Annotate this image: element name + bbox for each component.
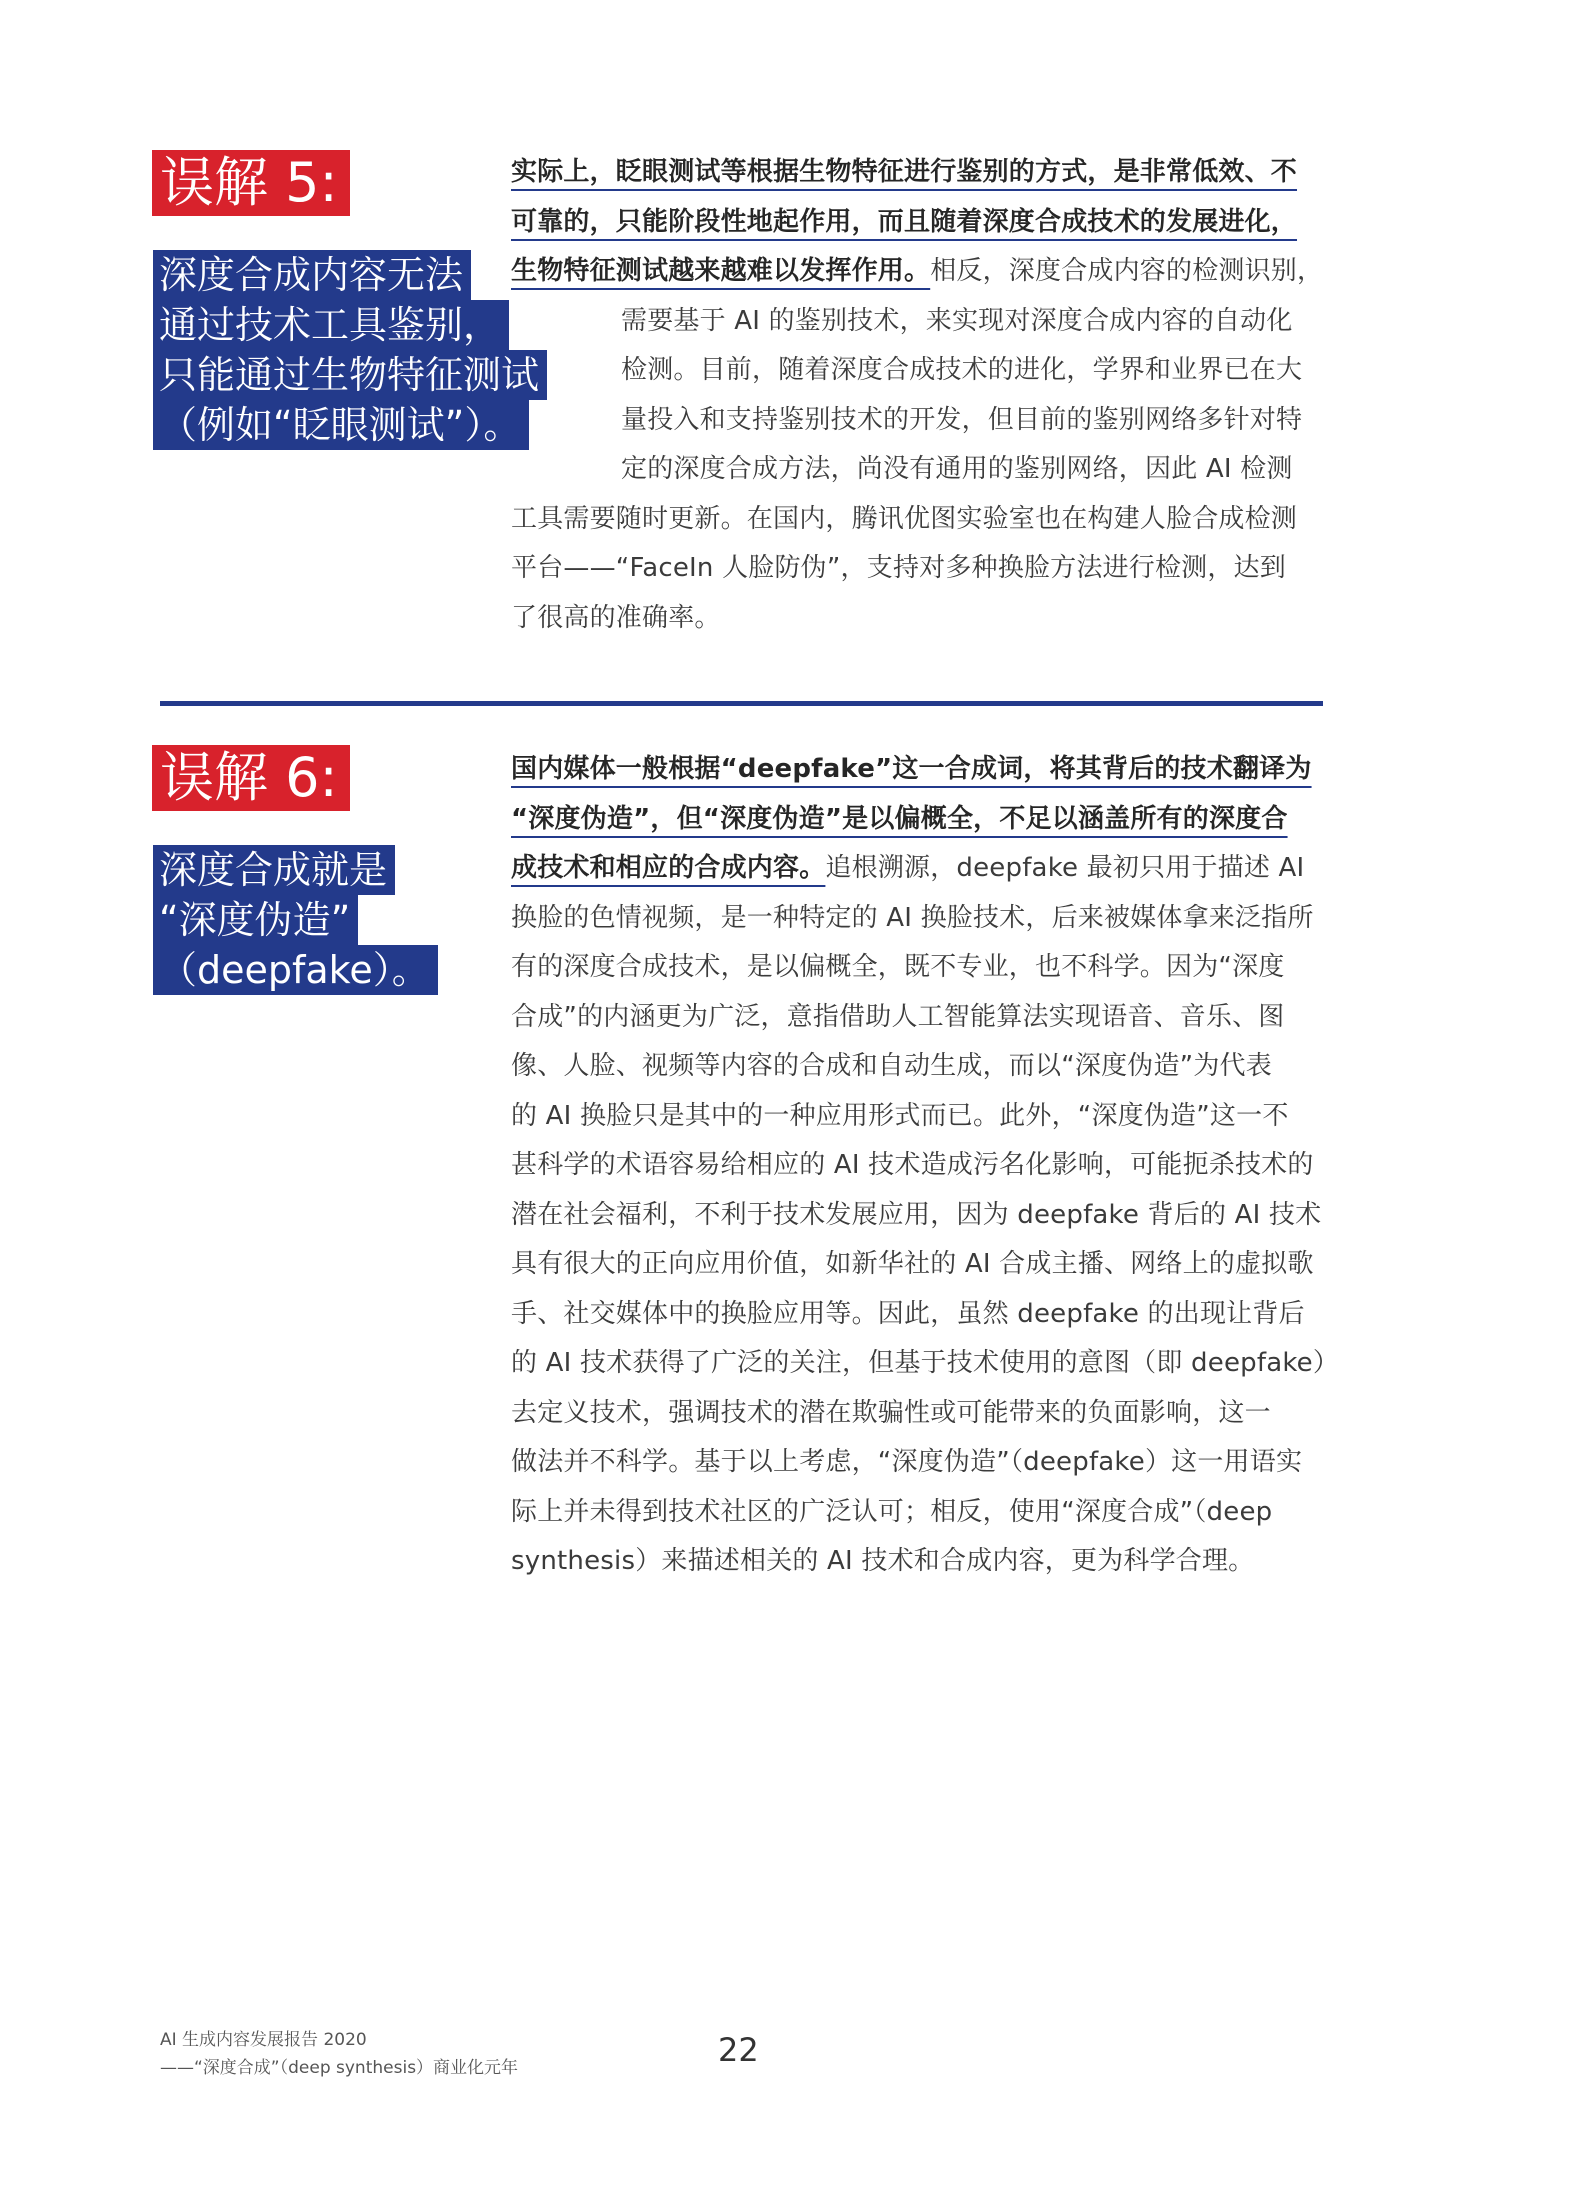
body-line: 甚科学的术语容易给相应的 AI 技术造成污名化影响，可能扼杀技术的 xyxy=(511,1150,1314,1180)
bold-statement-line: 实际上，眨眼测试等根据生物特征进行鉴别的方式，是非常低效、不 xyxy=(511,157,1298,187)
body-line: 换脸的色情视频，是一种特定的 AI 换脸技术，后来被媒体拿来泛指所 xyxy=(511,902,1314,933)
page-number: 22 xyxy=(718,2031,759,2069)
bold-statement-line: 可靠的，只能阶段性地起作用，而且随着深度合成技术的发展进化， xyxy=(511,206,1298,237)
misconception-6-title xyxy=(153,845,513,995)
title-line: 深度合成就是 xyxy=(153,845,395,895)
title-line: “深度伪造” xyxy=(153,895,358,945)
body-line: 际上并未得到技术社区的广泛认可；相反，使用“深度合成”（deep xyxy=(511,1496,1273,1527)
body-line: 了很高的准确率。 xyxy=(511,602,721,633)
body-line: 像、人脸、视频等内容的合成和自动生成，而以“深度伪造”为代表 xyxy=(511,1051,1272,1081)
footer-report-title: AI 生成内容发展报告 2020 xyxy=(160,2030,367,2050)
body-line: 的 AI 技术获得了广泛的关注，但基于技术使用的意图（即 deepfake） xyxy=(511,1348,1340,1378)
bold-statement-line: 成技术和相应的合成内容。 xyxy=(511,853,826,883)
bold-statement-line: 国内媒体一般根据“deepfake”这一合成词，将其背后的技术翻译为 xyxy=(511,754,1312,784)
title-line: （例如“眨眼测试”）。 xyxy=(153,400,529,450)
misconception-5-body xyxy=(511,148,1329,643)
title-line: （deepfake）。 xyxy=(153,945,438,995)
title-line: 深度合成内容无法 xyxy=(153,250,471,300)
title-line: 只能通过生物特征测试 xyxy=(153,350,547,400)
body-text: 追根溯源，deepfake 最初只用于描述 AI xyxy=(825,853,1305,883)
body-line: 去定义技术，强调技术的潜在欺骗性或可能带来的负面影响，这一 xyxy=(511,1397,1271,1428)
body-line: 工具需要随时更新。在国内，腾讯优图实验室也在构建人脸合成检测 xyxy=(511,503,1298,534)
body-line: 有的深度合成技术，是以偏概全，既不专业，也不科学。因为“深度 xyxy=(511,952,1285,982)
body-line: 具有很大的正向应用价值，如新华社的 AI 合成主播、网络上的虚拟歌 xyxy=(511,1249,1314,1279)
title-line: 通过技术工具鉴别， xyxy=(153,300,509,350)
misconception-5-label: 误解 5: xyxy=(152,150,350,216)
body-line: 手、社交媒体中的换脸应用等。因此，虽然 deepfake 的出现让背后 xyxy=(511,1298,1305,1329)
section-divider xyxy=(160,701,1323,706)
body-line: 平台——“FaceIn 人脸防伪”，支持对多种换脸方法进行检测，达到 xyxy=(511,553,1286,583)
footer-report-subtitle: ——“深度合成”（deep synthesis）商业化元年 xyxy=(160,2058,519,2078)
body-line: synthesis）来描述相关的 AI 技术和合成内容，更为科学合理。 xyxy=(511,1546,1255,1576)
body-line: 做法并不科学。基于以上考虑，“深度伪造”（deepfake）这一用语实 xyxy=(511,1447,1303,1477)
body-text: 相反，深度合成内容的检测识别， xyxy=(930,256,1324,286)
body-line: 定的深度合成方法，尚没有通用的鉴别网络，因此 AI 检测 xyxy=(621,454,1293,484)
body-line: 潜在社会福利，不利于技术发展应用，因为 deepfake 背后的 AI 技术 xyxy=(511,1199,1322,1230)
bold-statement-line: “深度伪造”，但“深度伪造”是以偏概全，不足以涵盖所有的深度合 xyxy=(511,803,1288,834)
body-line: 合成”的内涵更为广泛，意指借助人工智能算法实现语音、音乐、图 xyxy=(511,1001,1285,1032)
misconception-6-label: 误解 6: xyxy=(152,745,350,811)
misconception-6-body xyxy=(511,745,1340,1587)
misconception-5-title xyxy=(153,250,540,450)
body-line: 检测。目前，随着深度合成技术的进化，学界和业界已在大 xyxy=(621,355,1303,385)
body-line: 量投入和支持鉴别技术的开发，但目前的鉴别网络多针对特 xyxy=(621,404,1303,435)
bold-statement-line: 生物特征测试越来越难以发挥作用。 xyxy=(511,256,931,286)
body-line: 需要基于 AI 的鉴别技术，来实现对深度合成内容的自动化 xyxy=(621,305,1293,336)
body-line: 的 AI 换脸只是其中的一种应用形式而已。此外，“深度伪造”这一不 xyxy=(511,1100,1289,1131)
